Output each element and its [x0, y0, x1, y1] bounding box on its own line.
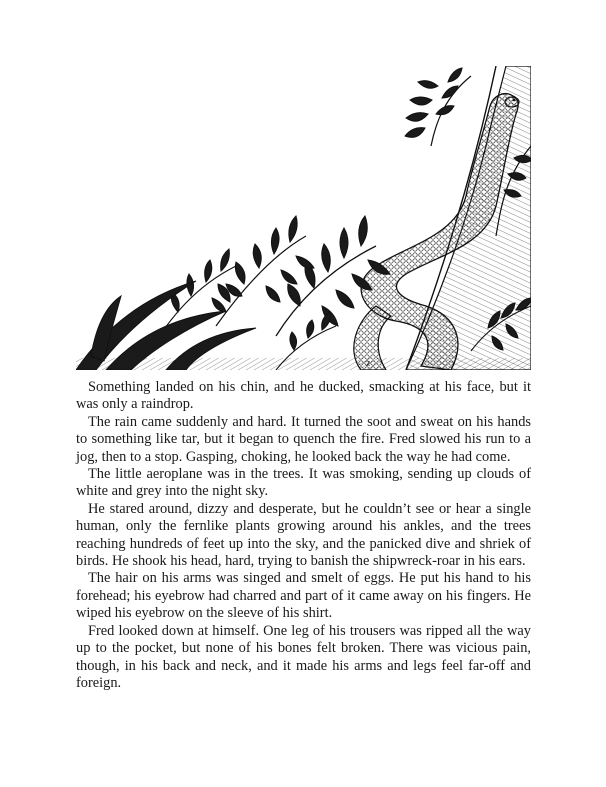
artist-signature: Z — [366, 360, 371, 368]
paragraph: The little aeroplane was in the trees. It was smoking, sending up clouds of white and grey into the night sky. — [76, 466, 531, 500]
illustration-drawing — [76, 66, 531, 370]
paragraph: The hair on his arms was singed and smelt of eggs. He put his hand to his forehead; his eyebrow had charred and part of it came away on his fingers. He wiped his eyebrow on the sleeve of his shirt. — [76, 570, 531, 622]
paragraph: Something landed on his chin, and he ducked, smacking at his face, but it was only a raindrop. — [76, 379, 531, 413]
paragraph: The rain came suddenly and hard. It turned the soot and sweat on his hands to something like tar, but it began to quench the fire. Fred slowed his run to a jog, then to a stop. Gasping, choking, he looked back the way he had come. — [76, 413, 531, 465]
story-text — [76, 379, 531, 692]
paragraph: He stared around, dizzy and desperate, but he couldn’t see or hear a single human, only the fernlike plants growing around his ankles, and the trees reaching hundreds of feet up into the sky, and the panicked dive and shriek of birds. He shook his head, hard, trying to banish the shipwreck-roar in his ears. — [76, 500, 531, 570]
paragraph: Fred looked down at himself. One leg of his trousers was ripped all the way up to the pocket, but none of his bones felt broken. There was vicious pain, though, in his back and neck, and it made his arms and legs feel far-off and foreign. — [76, 622, 531, 691]
snake-tree-illustration — [76, 66, 531, 370]
